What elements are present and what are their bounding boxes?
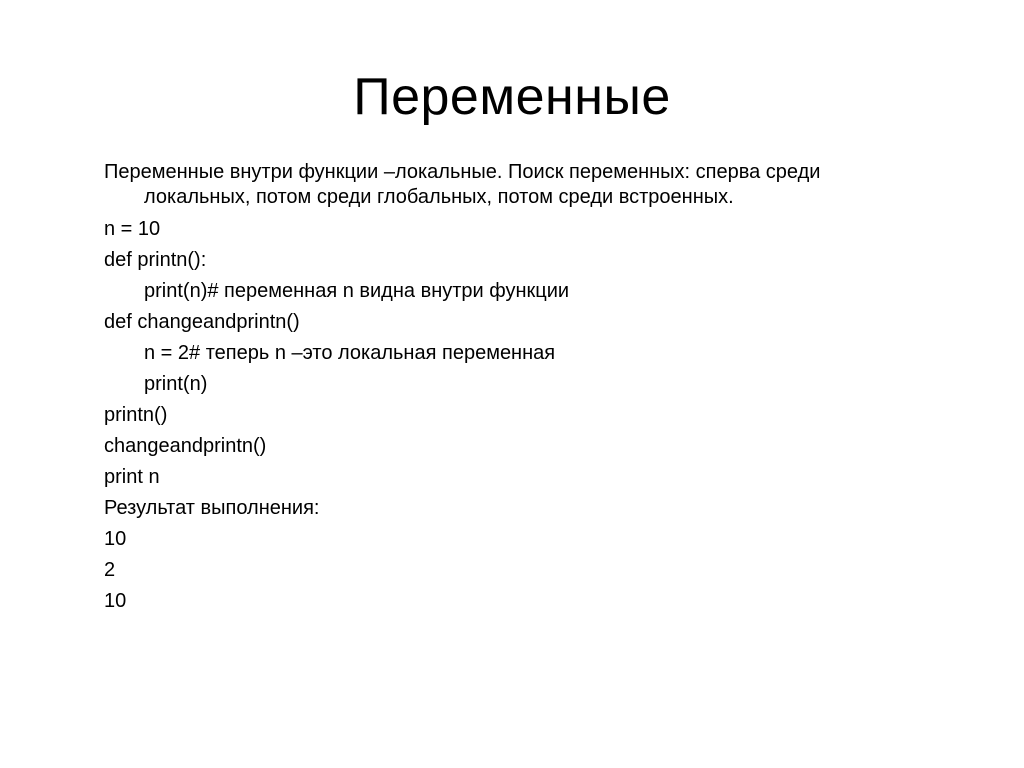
code-line-indented: print(n)# переменная n видна внутри функции (144, 280, 570, 302)
output-line: 10 (104, 528, 127, 550)
result-label: Результат выполнения: (104, 497, 320, 519)
code-line: printn() (104, 404, 168, 426)
code-line: changeandprintn() (104, 435, 267, 457)
code-line: def printn(): (104, 249, 207, 271)
code-line-indented: n = 2# теперь n –это локальная переменная (144, 342, 556, 364)
slide-body (104, 160, 924, 612)
output-line: 10 (104, 590, 127, 612)
code-line: n = 10 (104, 218, 161, 240)
slide-title: Переменные (353, 68, 671, 126)
code-line: print n (104, 466, 160, 488)
description-text: Переменные внутри функции –локальные. Поиск переменных: сперва среди локальных, потом среди глобальных, потом среди встроенных. (104, 161, 821, 208)
output-line: 2 (104, 559, 116, 581)
code-line-indented: print(n) (144, 373, 208, 395)
code-line: def changeandprintn() (104, 311, 300, 333)
